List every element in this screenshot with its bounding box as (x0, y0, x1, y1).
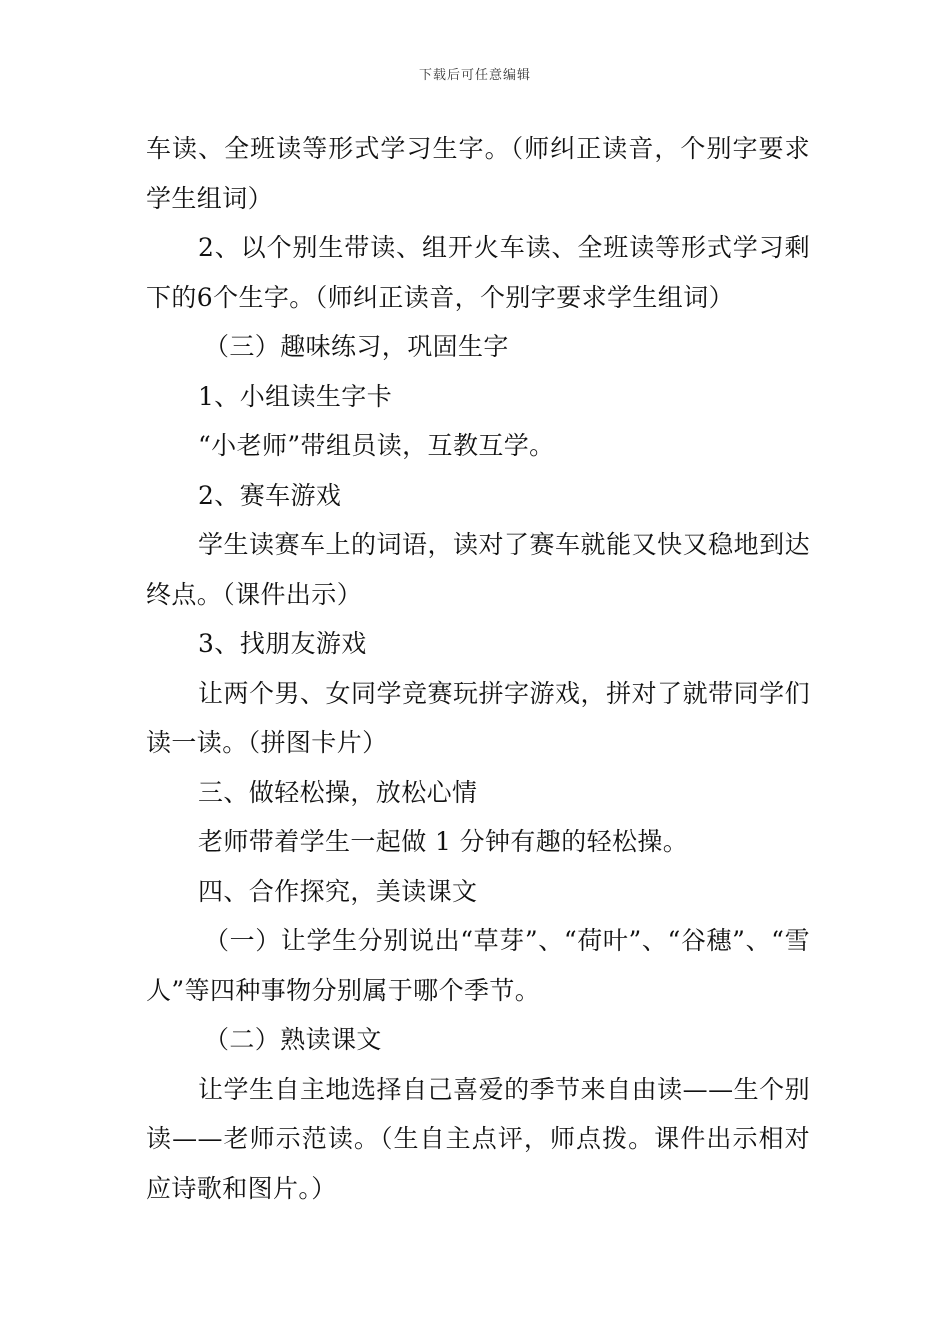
section-heading: （二）熟读课文 (204, 1025, 382, 1054)
section-heading: （三）趣味练习，巩固生字 (204, 332, 509, 361)
list-item: 1、小组读生字卡 (198, 381, 393, 411)
paragraph: “小老师”带组员读，互教互学。 (198, 431, 555, 460)
paragraph: （一）让学生分别说出“草芽”、“荷叶”、“谷穗”、“雪人”等四种事物分别属于哪个季节。 (146, 926, 810, 1005)
page-header: 下载后可任意编辑 (418, 68, 531, 83)
paragraph: 车读、全班读等形式学习生字。（师纠正读音，个别字要求学生组词） (146, 134, 810, 213)
paragraph: 2、以个别生带读、组开火车读、全班读等形式学习剩下的6个生字。（师纠正读音，个别字要求学生组词） (146, 233, 810, 312)
list-item: 3、找朋友游戏 (198, 629, 367, 658)
section-heading: 三、做轻松操，放松心情 (198, 777, 478, 807)
paragraph: 让学生自主地选择自己喜爱的季节来自由读——生个别读——老师示范读。（生自主点评，师点拨。课件出示相对应诗歌和图片。） (146, 1074, 810, 1203)
paragraph: 老师带着学生一起做 1 分钟有趣的轻松操。 (198, 827, 689, 856)
paragraph: 让两个男、女同学竞赛玩拼字游戏，拼对了就带同学们读一读。（拼图卡片） (146, 678, 810, 757)
document-body (146, 124, 810, 1213)
list-item: 2、赛车游戏 (198, 480, 342, 510)
section-heading: 四、合作探究，美读课文 (198, 876, 478, 906)
paragraph: 学生读赛车上的词语，读对了赛车就能又快又稳地到达终点。（课件出示） (146, 530, 810, 609)
